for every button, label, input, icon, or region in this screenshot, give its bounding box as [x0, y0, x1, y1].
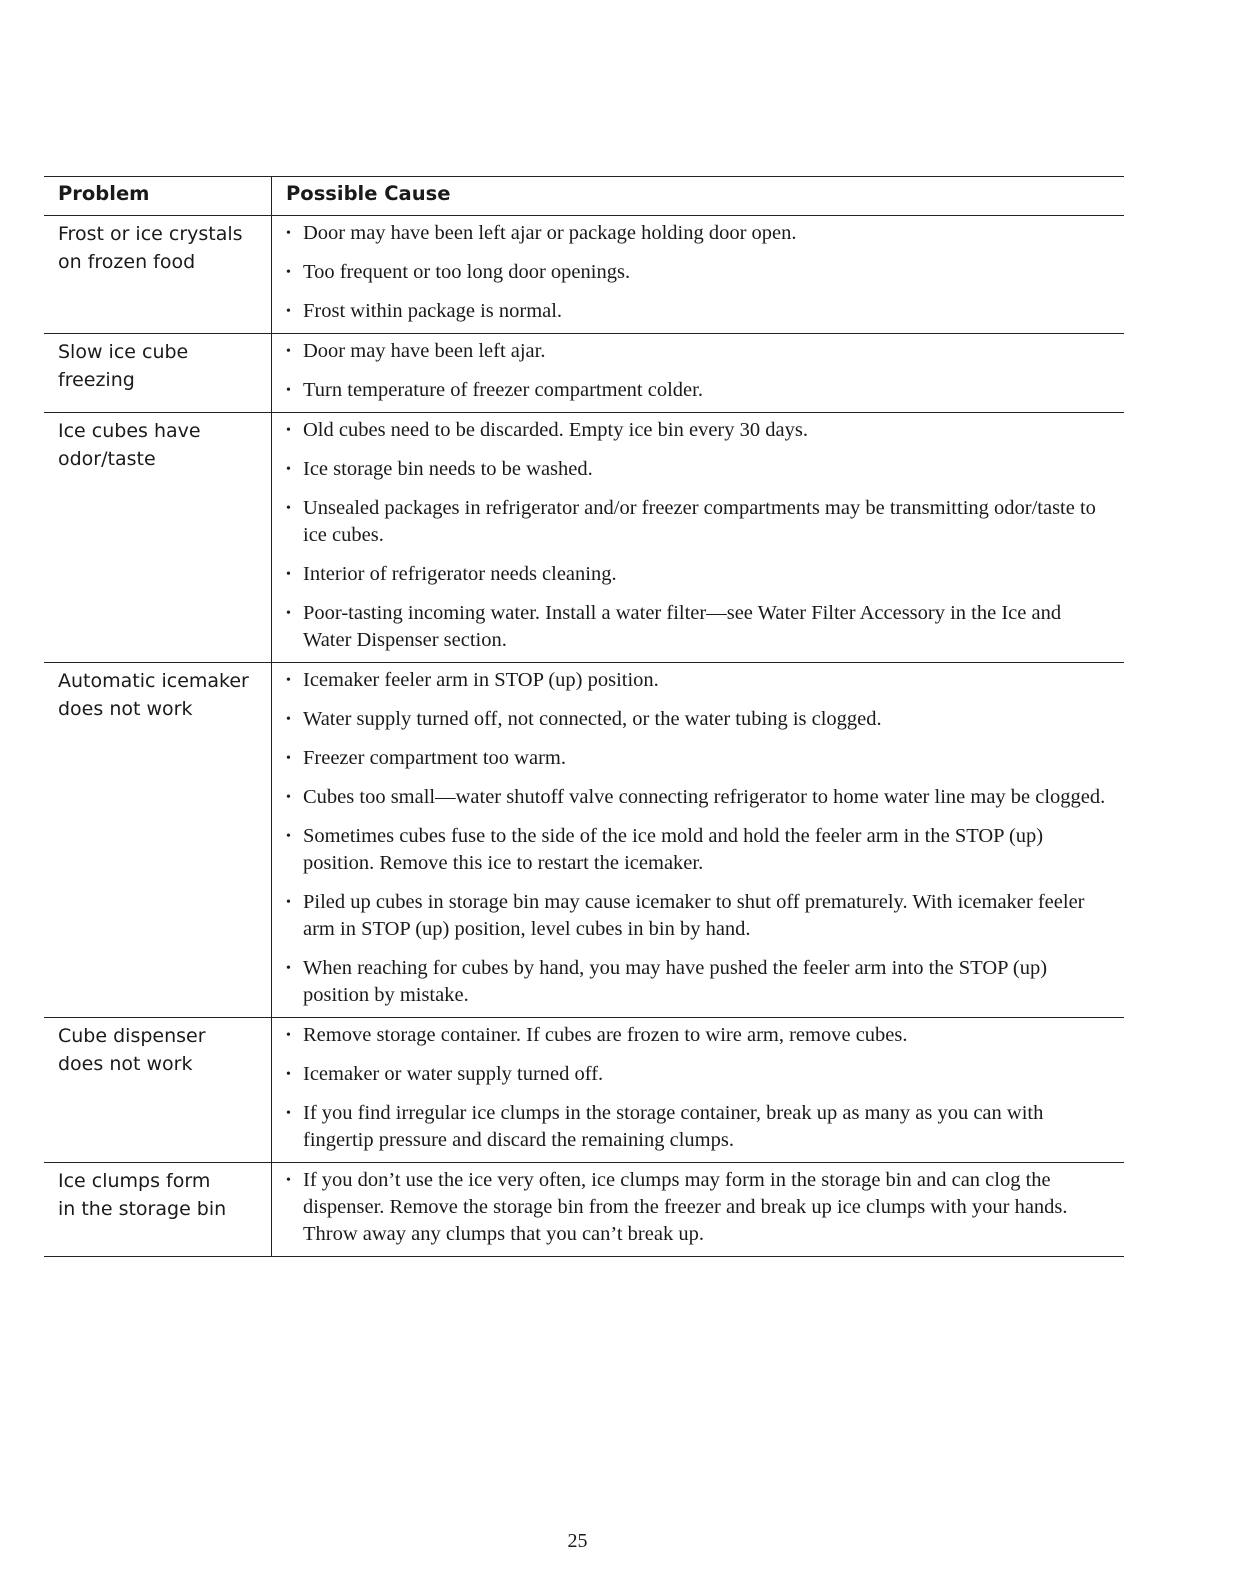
cause-item	[286, 889, 1114, 943]
cause-item	[286, 298, 1114, 325]
cause-cell	[272, 1018, 1124, 1162]
cause-item	[286, 667, 1114, 694]
bullet-icon: •	[286, 961, 291, 976]
cause-text: Sometimes cubes fuse to the side of the ice mold and hold the feeler arm in the STOP (up) position. Remove this ice to restart the icemaker.	[303, 825, 1044, 874]
cause-cell	[272, 413, 1124, 662]
problem-cell: Ice cubes have odor/taste	[44, 413, 272, 662]
cause-cell	[272, 1163, 1124, 1256]
cause-text: If you find irregular ice clumps in the storage container, break up as many as you can with fingertip pressure and discard the remaining clumps.	[303, 1102, 1044, 1151]
table-row	[44, 216, 1124, 334]
cause-text: When reaching for cubes by hand, you may have pushed the feeler arm into the STOP (up) position by mistake.	[303, 957, 1048, 1006]
table-row	[44, 1018, 1124, 1163]
bullet-icon: •	[286, 1067, 291, 1082]
cause-text: Too frequent or too long door openings.	[303, 261, 631, 283]
bullet-icon: •	[286, 712, 291, 727]
cause-item	[286, 955, 1114, 1009]
header-problem: Problem	[44, 177, 272, 215]
table-row	[44, 1163, 1124, 1257]
bullet-icon: •	[286, 383, 291, 398]
cause-item	[286, 600, 1114, 654]
problem-cell: Frost or ice crystals on frozen food	[44, 216, 272, 333]
cause-text: Poor-tasting incoming water. Install a water filter—see Water Filter Accessory in the Ice and Water Dispenser section.	[303, 602, 1062, 651]
cause-text: Freezer compartment too warm.	[303, 747, 566, 769]
bullet-icon: •	[286, 462, 291, 477]
cause-cell	[272, 216, 1124, 333]
cause-text: Icemaker feeler arm in STOP (up) position.	[303, 669, 659, 691]
cause-item	[286, 495, 1114, 549]
bullet-icon: •	[286, 423, 291, 438]
bullet-icon: •	[286, 673, 291, 688]
cause-text: Interior of refrigerator needs cleaning.	[303, 563, 617, 585]
cause-text: Ice storage bin needs to be washed.	[303, 458, 593, 480]
table-row	[44, 663, 1124, 1018]
problem-cell: Cube dispenser does not work	[44, 1018, 272, 1162]
cause-cell	[272, 663, 1124, 1017]
cause-item	[286, 706, 1114, 733]
cause-item	[286, 259, 1114, 286]
table-body	[44, 216, 1124, 1257]
problem-cell: Ice clumps form in the storage bin	[44, 1163, 272, 1256]
cause-text: Unsealed packages in refrigerator and/or freezer compartments may be transmitting odor/taste to ice cubes.	[303, 497, 1096, 546]
table-header-row	[44, 177, 1124, 216]
cause-text: Piled up cubes in storage bin may cause icemaker to shut off prematurely. With icemaker feeler arm in STOP (up) position, level cubes in bin by hand.	[303, 891, 1085, 940]
cause-item	[286, 784, 1114, 811]
cause-item	[286, 823, 1114, 877]
cause-item	[286, 377, 1114, 404]
cause-text: Turn temperature of freezer compartment colder.	[303, 379, 703, 401]
bullet-icon: •	[286, 567, 291, 582]
bullet-icon: •	[286, 265, 291, 280]
cause-text: If you don’t use the ice very often, ice clumps may form in the storage bin and can clog the dispenser. Remove the storage bin from the freezer and break up ice clumps with your hands. Throw away any clumps that you can’t break up.	[303, 1169, 1068, 1245]
cause-text: Cubes too small—water shutoff valve connecting refrigerator to home water line may be clogged.	[303, 786, 1106, 808]
cause-text: Water supply turned off, not connected, or the water tubing is clogged.	[303, 708, 882, 730]
problem-cell: Slow ice cube freezing	[44, 334, 272, 412]
bullet-icon: •	[286, 501, 291, 516]
cause-text: Door may have been left ajar or package holding door open.	[303, 222, 797, 244]
cause-text: Door may have been left ajar.	[303, 340, 546, 362]
bullet-icon: •	[286, 1106, 291, 1121]
cause-item	[286, 561, 1114, 588]
cause-item	[286, 1022, 1114, 1049]
cause-text: Icemaker or water supply turned off.	[303, 1063, 604, 1085]
header-possible-cause: Possible Cause	[286, 182, 451, 205]
cause-text: Frost within package is normal.	[303, 300, 563, 322]
cause-text: Old cubes need to be discarded. Empty ice bin every 30 days.	[303, 419, 808, 441]
cause-item	[286, 745, 1114, 772]
page-number: 25	[567, 1530, 588, 1552]
bullet-icon: •	[286, 304, 291, 319]
bullet-icon: •	[286, 344, 291, 359]
bullet-icon: •	[286, 790, 291, 805]
bullet-icon: •	[286, 606, 291, 621]
bullet-icon: •	[286, 751, 291, 766]
troubleshooting-table	[44, 176, 1124, 1257]
table-row	[44, 334, 1124, 413]
bullet-icon: •	[286, 895, 291, 910]
cause-item	[286, 1100, 1114, 1154]
bullet-icon: •	[286, 829, 291, 844]
cause-item	[286, 417, 1114, 444]
bullet-icon: •	[286, 1028, 291, 1043]
cause-item	[286, 1167, 1114, 1248]
bullet-icon: •	[286, 226, 291, 241]
cause-text: Remove storage container. If cubes are frozen to wire arm, remove cubes.	[303, 1024, 908, 1046]
cause-item	[286, 220, 1114, 247]
cause-item	[286, 1061, 1114, 1088]
bullet-icon: •	[286, 1173, 291, 1188]
cause-item	[286, 338, 1114, 365]
problem-cell: Automatic icemaker does not work	[44, 663, 272, 1017]
cause-cell	[272, 334, 1124, 412]
cause-item	[286, 456, 1114, 483]
table-row	[44, 413, 1124, 663]
